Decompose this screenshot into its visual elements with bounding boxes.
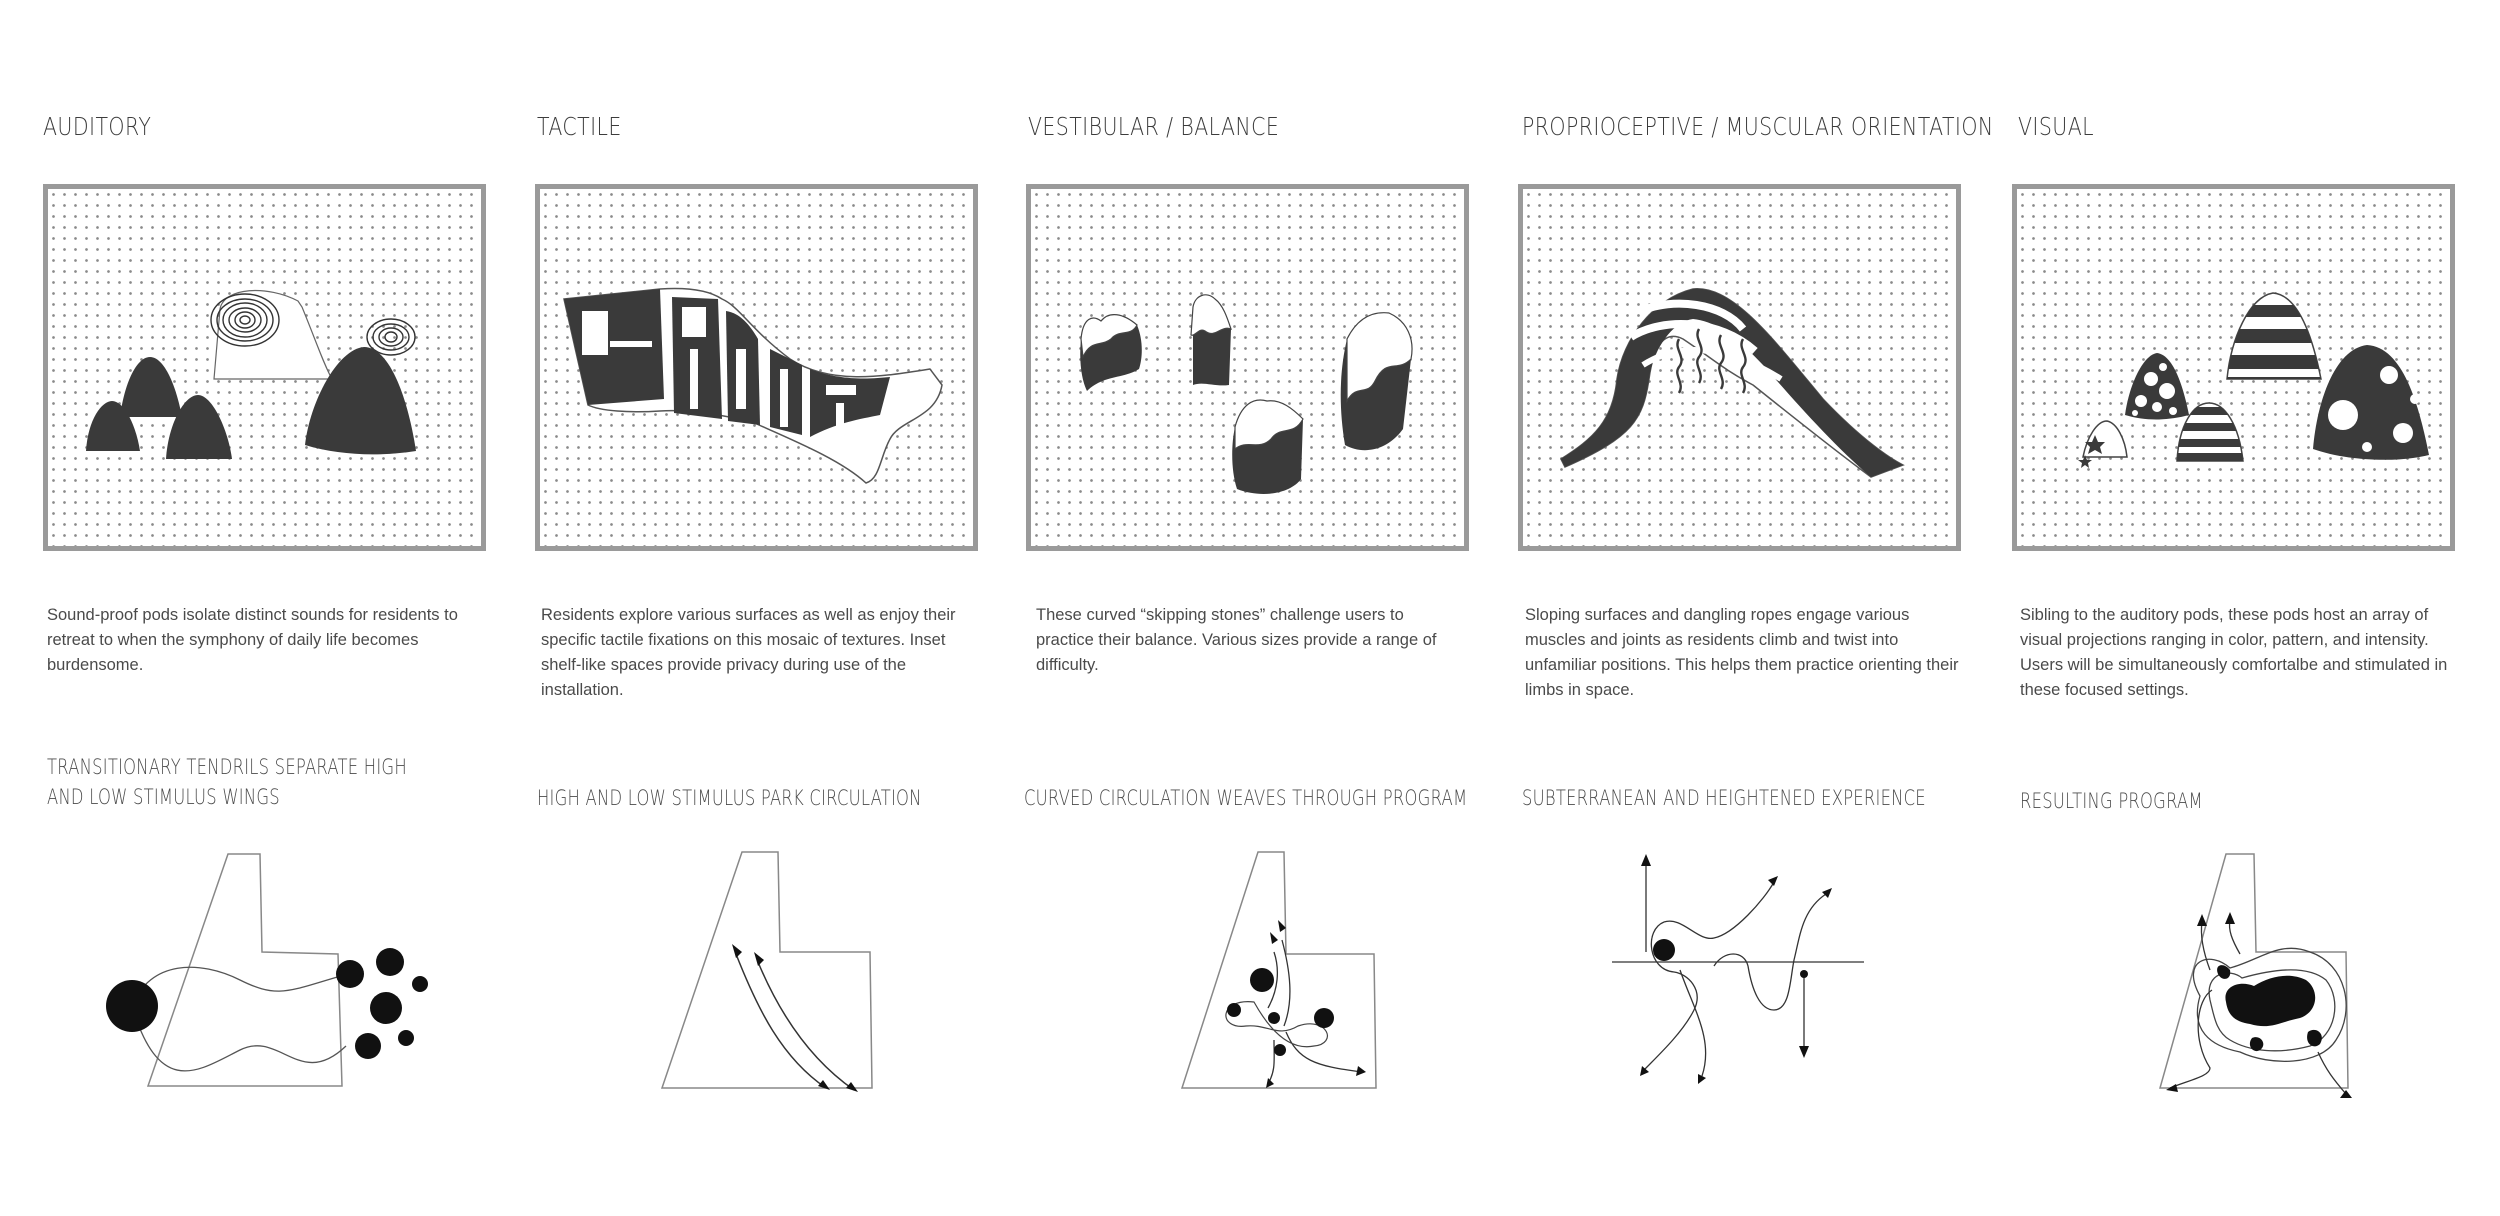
vestibular-site-diagram (1068, 840, 1408, 1130)
auditory-site-diagram (90, 840, 430, 1130)
visual-description-text: Sibling to the auditory pods, these pods host an array of visual projections ranging in color, pattern, and intensity. Users will be simultaneously comfortalbe and stimulated in these focused settings. (2020, 606, 2448, 699)
auditory-description (47, 603, 487, 678)
visual-pods-illustration (2017, 189, 2450, 546)
sloped-climbing-illustration (1523, 189, 1956, 546)
vestibular-description-text: These curved “skipping stones” challenge users to practice their balance. Various sizes provide a range of difficulty. (1036, 606, 1437, 674)
visual-panel (2012, 184, 2455, 551)
proprioceptive-site-diagram (1564, 840, 1904, 1130)
visual-diagram-title-line-1: RESULTING PROGRAM (2020, 789, 2203, 813)
tactile-description-text: Residents explore various surfaces as well as enjoy their specific tactile fixations on this mosaic of textures. Inset shelf-like spaces provide privacy during use of the installation. (541, 606, 956, 699)
auditory-panel (43, 184, 486, 551)
vestibular-diagram-title-line-1: CURVED CIRCULATION WEAVES THROUGH PROGRAM (1024, 786, 1468, 810)
resulting-program-diagram (2130, 840, 2470, 1130)
title-proprioceptive: PROPRIOCEPTIVE / MUSCULAR ORIENTATION (1522, 112, 1994, 141)
subterranean-diagram (1564, 840, 1904, 1130)
tactile-description (541, 603, 981, 703)
curved-circulation-diagram (1068, 840, 1408, 1130)
title-vestibular: VESTIBULAR / BALANCE (1028, 112, 1280, 141)
vestibular-diagram-title (1024, 783, 1467, 813)
auditory-pods-illustration (48, 189, 481, 546)
vestibular-description (1036, 603, 1466, 678)
auditory-diagram-title-line-2: AND LOW STIMULUS WINGS (47, 785, 280, 809)
tactile-diagram-title (537, 783, 922, 813)
tactile-diagram-title-line-1: HIGH AND LOW STIMULUS PARK CIRCULATION (537, 786, 922, 810)
tactile-mosaic-illustration (540, 189, 973, 546)
proprioceptive-panel (1518, 184, 1961, 551)
tendrils-diagram (90, 840, 430, 1130)
auditory-diagram-title (47, 752, 407, 812)
tactile-panel (535, 184, 978, 551)
visual-diagram-title (2020, 786, 2203, 816)
visual-site-diagram (2130, 840, 2470, 1130)
auditory-description-text: Sound-proof pods isolate distinct sounds for residents to retreat to when the symphony of daily life becomes burdensome. (47, 606, 458, 674)
visual-description (2020, 603, 2460, 703)
auditory-diagram-title-line-1: TRANSITIONARY TENDRILS SEPARATE HIGH (47, 755, 407, 779)
proprioceptive-description-text: Sloping surfaces and dangling ropes engage various muscles and joints as residents climb and twist into unfamiliar positions. This helps them practice orienting their limbs in space. (1525, 606, 1959, 699)
proprioceptive-diagram-title (1522, 783, 1926, 813)
title-tactile: TACTILE (537, 112, 622, 141)
title-auditory: AUDITORY (43, 112, 152, 141)
title-visual: VISUAL (2018, 112, 2095, 141)
proprioceptive-diagram-title-line-1: SUBTERRANEAN AND HEIGHTENED EXPERIENCE (1522, 786, 1926, 810)
tactile-site-diagram (582, 840, 922, 1130)
skipping-stones-illustration (1031, 189, 1464, 546)
park-circulation-diagram (582, 840, 922, 1130)
proprioceptive-description (1525, 603, 1965, 703)
vestibular-panel (1026, 184, 1469, 551)
